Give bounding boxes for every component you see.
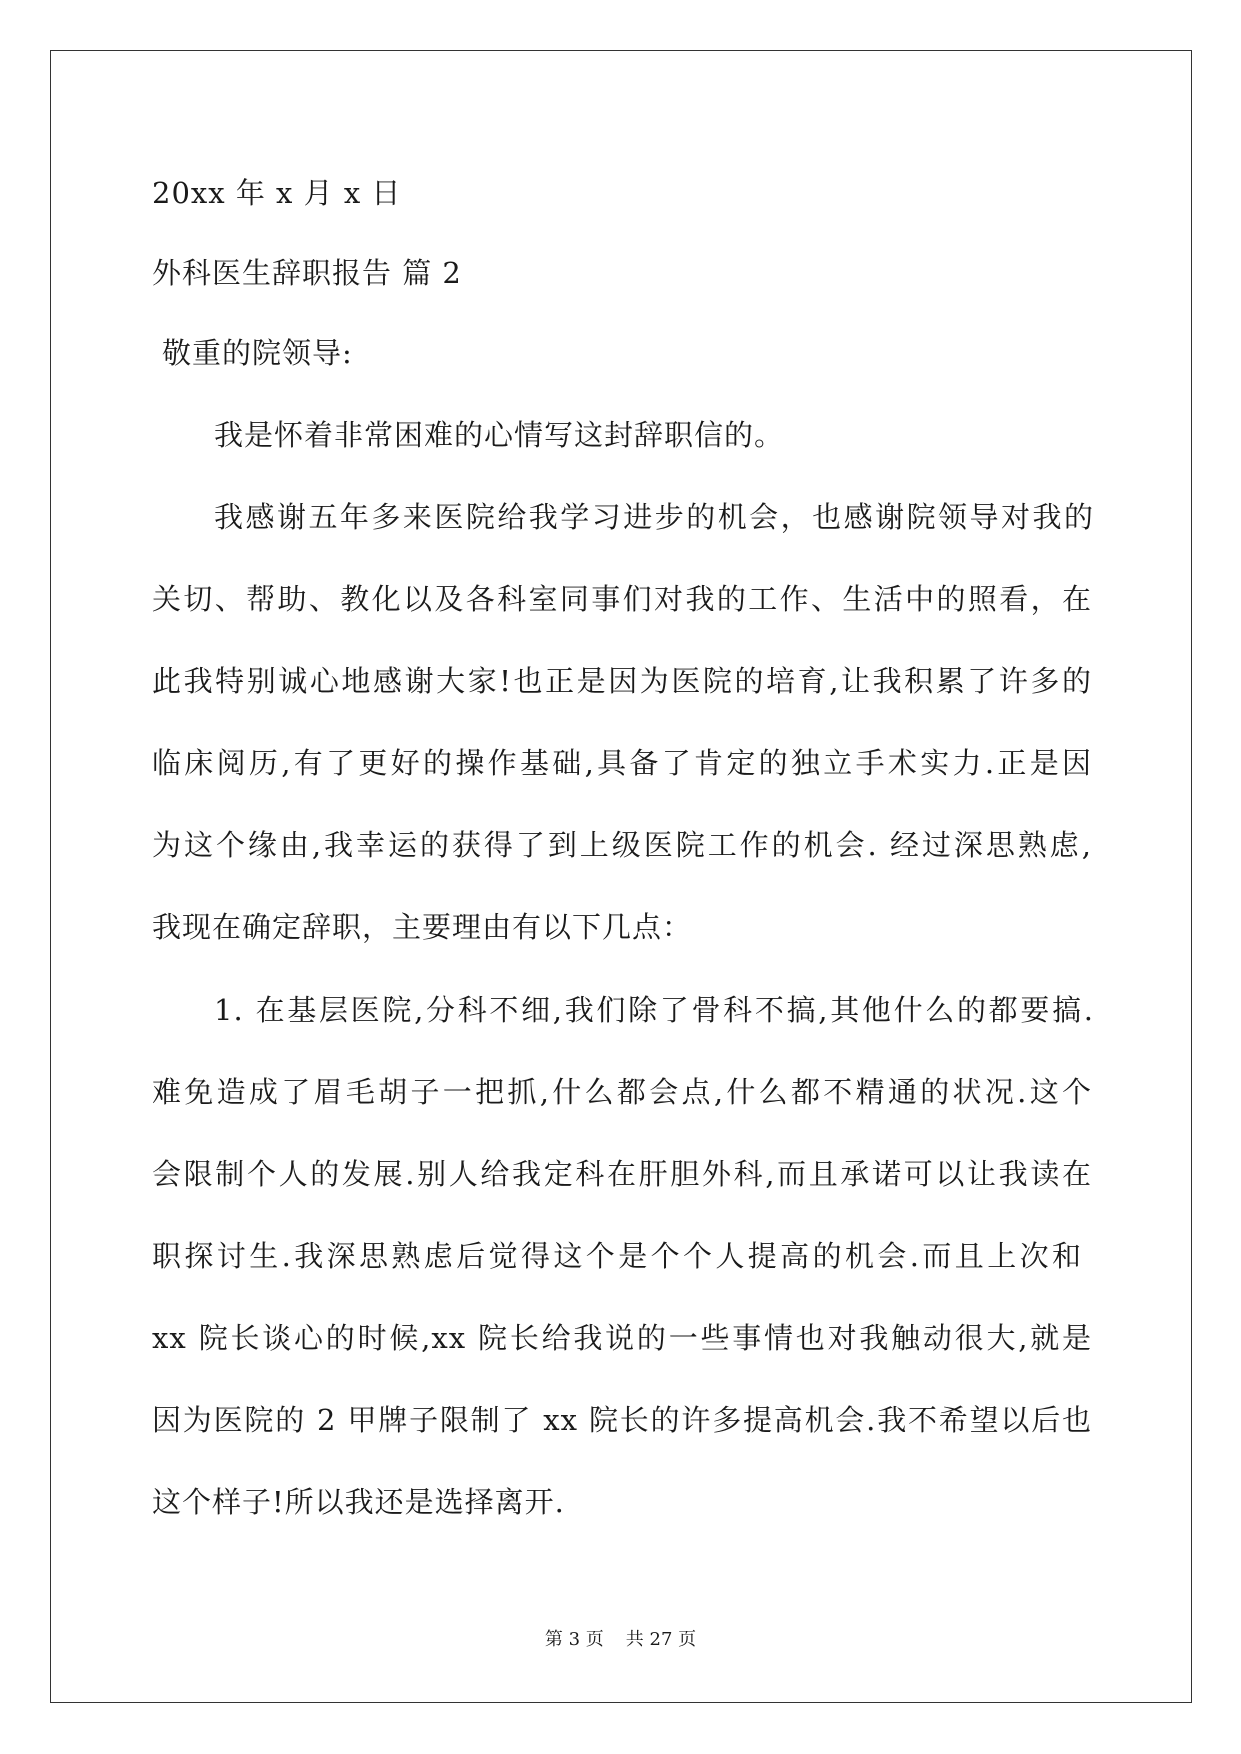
salutation: 敬重的院领导:: [162, 336, 353, 370]
paragraph-line: 会限制个人的发展.别人给我定科在肝胆外科,而且承诺可以让我读在: [152, 1157, 1092, 1191]
paragraph-line: 职探讨生.我深思熟虑后觉得这个是个个人提高的机会.而且上次和: [152, 1239, 1082, 1273]
page-total: 共 27 页: [625, 1629, 697, 1650]
paragraph-line: 1. 在基层医院,分科不细,我们除了骨科不搞,其他什么的都要搞.: [214, 993, 1094, 1027]
paragraph-line: 为这个缘由,我幸运的获得了到上级医院工作的机会. 经过深思熟虑,: [152, 828, 1092, 862]
date-line: 20xx 年 x 月 x 日: [152, 176, 402, 210]
page-border: [50, 50, 1192, 1703]
paragraph-line: xx 院长谈心的时候,xx 院长给我说的一些事情也对我触动很大,就是: [152, 1321, 1092, 1355]
paragraph-line: 我是怀着非常困难的心情写这封辞职信的。: [214, 418, 785, 452]
page-number: 第 3 页: [544, 1629, 604, 1650]
paragraph-line: 这个样子!所以我还是选择离开.: [152, 1485, 565, 1519]
paragraph-line: 难免造成了眉毛胡子一把抓,什么都会点,什么都不精通的状况.这个: [152, 1075, 1092, 1109]
paragraph-line: 此我特别诚心地感谢大家!也正是因为医院的培育,让我积累了许多的: [152, 664, 1092, 698]
paragraph-line: 我现在确定辞职，主要理由有以下几点：: [152, 910, 693, 944]
paragraph-line: 关切、帮助、教化以及各科室同事们对我的工作、生活中的照看，在: [152, 582, 1092, 616]
paragraph-line: 临床阅历,有了更好的操作基础,具备了肯定的独立手术实力.正是因: [152, 746, 1092, 780]
section-title: 外科医生辞职报告 篇 2: [152, 256, 462, 290]
paragraph-line: 我感谢五年多来医院给我学习进步的机会，也感谢院领导对我的: [214, 500, 1094, 534]
paragraph-line: 因为医院的 2 甲牌子限制了 xx 院长的许多提高机会.我不希望以后也: [152, 1403, 1092, 1437]
page-footer: [0, 1628, 1241, 1652]
